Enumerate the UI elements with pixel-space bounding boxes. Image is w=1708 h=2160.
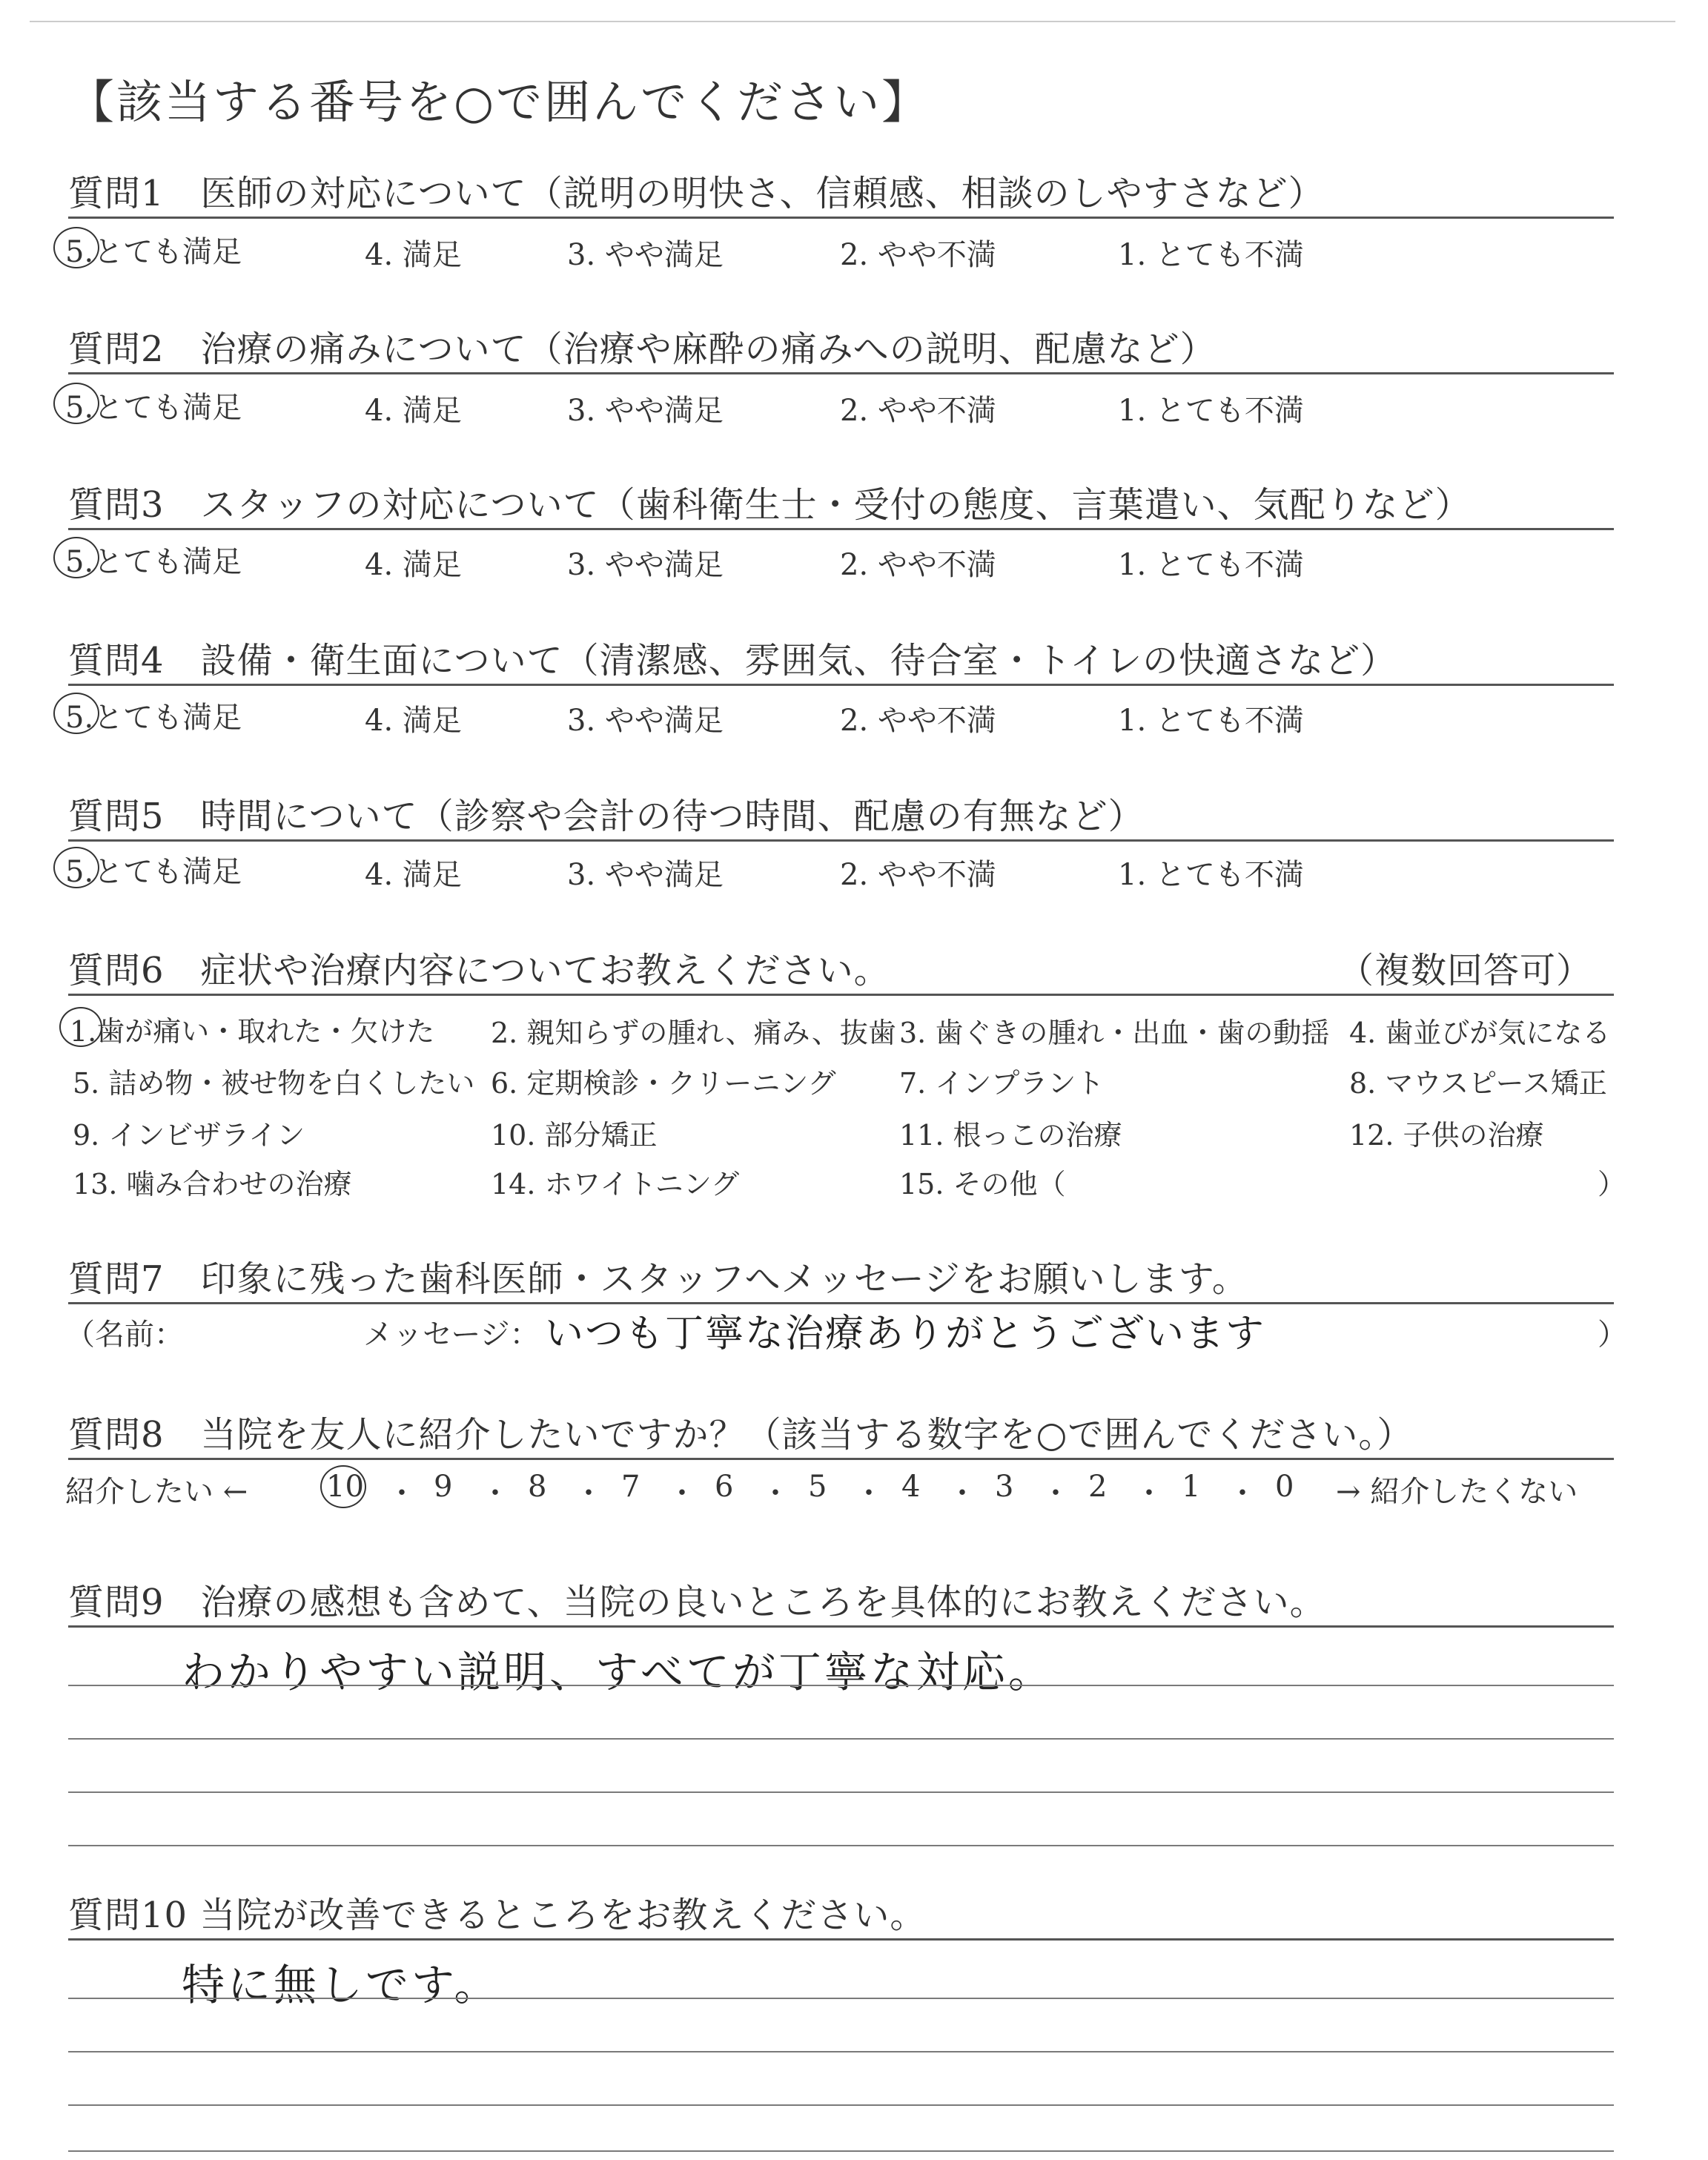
q8-scale-1[interactable]: 1 [1182,1470,1201,1504]
q8-scale-2[interactable]: 2 [1088,1470,1108,1504]
q1-option-1[interactable]: 1. とても不満 [1118,238,1304,272]
q10-writing-line [68,2051,1614,2052]
q6-multi-note: （複数回答可） [1338,950,1593,991]
q8-sep: ・ [761,1476,790,1510]
q6-item-5[interactable]: 5. 詰め物・被せ物を白くしたい [73,1067,475,1100]
q6-item-13[interactable]: 13. 噛み合わせの治療 [73,1168,352,1200]
q3-option-2[interactable]: 2. やや不満 [840,548,996,582]
q9-writing-line [68,1685,1614,1686]
q8-scale-3[interactable]: 3 [995,1470,1014,1504]
q10-writing-line [68,2150,1614,2152]
q4-option-2[interactable]: 2. やや不満 [840,704,996,738]
q6-item-10[interactable]: 10. 部分矯正 [491,1119,658,1152]
q6-item-6[interactable]: 6. 定期検診・クリーニング [491,1067,836,1100]
q8-scale-10[interactable]: 10 [326,1470,364,1504]
q6-item-12[interactable]: 12. 子供の治療 [1349,1119,1544,1152]
q8-sep: ・ [947,1476,977,1510]
q8-sep: ・ [480,1476,510,1510]
q8-sep: ・ [1041,1476,1070,1510]
q8-sep: ・ [1228,1476,1257,1510]
q8-sep: ・ [387,1476,417,1510]
q4-option-3[interactable]: 3. やや満足 [567,704,724,738]
q6-rule [68,994,1614,996]
q2-rule [68,372,1614,374]
q8-scale-6[interactable]: 6 [715,1470,734,1504]
q6-item-3[interactable]: 3. 歯ぐきの腫れ・出血・歯の動揺 [899,1017,1330,1049]
q7-message-value[interactable]: いつも丁寧な治療ありがとうございます [545,1312,1266,1356]
q6-title: 質問6 症状や治療内容についてお教えください。 [68,950,890,991]
q4-option-4[interactable]: 4. 満足 [365,704,462,738]
q9-rule [68,1625,1614,1628]
q2-title: 質問2 治療の痛みについて（治療や麻酔の痛みへの説明、配慮など） [68,328,1217,370]
q9-answer[interactable]: わかりやすい説明、すべてが丁寧な対応。 [182,1647,1054,1697]
q8-scale-4[interactable]: 4 [901,1470,921,1504]
q5-option-1[interactable]: 1. とても不満 [1118,858,1304,892]
q7-name-label: （名前： [65,1318,184,1352]
q6-other-close-paren: ） [1598,1168,1626,1200]
q8-scale-7[interactable]: 7 [621,1470,640,1504]
q3-option-4[interactable]: 4. 満足 [365,548,462,582]
q10-title: 質問10 当院が改善できるところをお教えください。 [68,1895,927,1936]
q5-option-5[interactable]: 5.とても満足 [65,855,242,889]
q8-right-label: → 紹介したくない [1336,1475,1578,1509]
scan-top-edge [30,21,1675,22]
q9-writing-line [68,1845,1614,1846]
q3-option-3[interactable]: 3. やや満足 [567,548,724,582]
q4-option-1[interactable]: 1. とても不満 [1118,704,1304,738]
q4-option-5[interactable]: 5.とても満足 [65,701,242,735]
q6-item-14[interactable]: 14. ホワイトニング [491,1168,740,1200]
q5-rule [68,839,1614,842]
form-header: 【該当する番号を○で囲んでください】 [68,75,930,129]
q6-item-8[interactable]: 8. マウスピース矯正 [1349,1067,1607,1100]
q8-sep: ・ [667,1476,697,1510]
q8-scale-8[interactable]: 8 [528,1470,547,1504]
q6-item-2[interactable]: 2. 親知らずの腫れ、痛み、抜歯 [491,1017,896,1049]
q2-option-5[interactable]: 5.とても満足 [65,391,242,425]
q6-item-11[interactable]: 11. 根っこの治療 [899,1119,1122,1152]
q8-scale-9[interactable]: 9 [434,1470,453,1504]
q8-scale-5[interactable]: 5 [808,1470,827,1504]
q3-option-1[interactable]: 1. とても不満 [1118,548,1304,582]
q2-option-4[interactable]: 4. 満足 [365,394,462,428]
q9-writing-line [68,1738,1614,1740]
q3-rule [68,528,1614,530]
q6-item-15[interactable]: 15. その他（ [899,1168,1066,1200]
q1-option-5[interactable]: 5.とても満足 [65,235,242,269]
q9-writing-line [68,1791,1614,1793]
q5-option-2[interactable]: 2. やや不満 [840,858,996,892]
q7-close-paren: ） [1598,1318,1627,1352]
q10-answer[interactable]: 特に無しです。 [182,1960,500,2010]
q6-item-4[interactable]: 4. 歯並びが気になる [1349,1017,1611,1049]
q7-title: 質問7 印象に残った歯科医師・スタッフへメッセージをお願いします。 [68,1258,1248,1300]
q6-item-7[interactable]: 7. インプラント [899,1067,1105,1100]
q10-writing-line [68,1998,1614,1999]
q8-sep: ・ [574,1476,603,1510]
q1-option-2[interactable]: 2. やや不満 [840,238,996,272]
q4-rule [68,684,1614,686]
q7-message-label: メッセージ： [363,1318,540,1352]
q8-sep: ・ [1134,1476,1164,1510]
q8-rule [68,1458,1614,1460]
q5-option-4[interactable]: 4. 満足 [365,858,462,892]
q2-option-3[interactable]: 3. やや満足 [567,394,724,428]
q5-option-3[interactable]: 3. やや満足 [567,858,724,892]
q3-option-5[interactable]: 5.とても満足 [65,545,242,579]
q1-option-3[interactable]: 3. やや満足 [567,238,724,272]
q8-title: 質問8 当院を友人に紹介したいですか？（該当する数字を○で囲んでください。） [68,1414,1414,1456]
q6-item-1[interactable]: 1.歯が痛い・取れた・欠けた [70,1015,435,1048]
q5-title: 質問5 時間について（診察や会計の待つ時間、配慮の有無など） [68,796,1145,837]
q1-title: 質問1 医師の対応について（説明の明快さ、信頼感、相談のしやすさなど） [68,173,1325,214]
q3-title: 質問3 スタッフの対応について（歯科衛生士・受付の態度、言葉遣い、気配りなど） [68,484,1472,526]
q1-option-4[interactable]: 4. 満足 [365,238,462,272]
q10-writing-line [68,2104,1614,2106]
q2-option-2[interactable]: 2. やや不満 [840,394,996,428]
q8-sep: ・ [854,1476,884,1510]
q1-rule [68,217,1614,219]
q2-option-1[interactable]: 1. とても不満 [1118,394,1304,428]
q10-rule [68,1938,1614,1941]
q9-title: 質問9 治療の感想も含めて、当院の良いところを具体的にお教えください。 [68,1582,1326,1623]
q4-title: 質問4 設備・衛生面について（清潔感、雰囲気、待合室・トイレの快適さなど） [68,640,1397,681]
q8-left-label: 紹介したい ← [65,1475,248,1509]
q6-item-9[interactable]: 9. インビザライン [73,1119,305,1152]
q8-scale-0[interactable]: 0 [1275,1470,1294,1504]
